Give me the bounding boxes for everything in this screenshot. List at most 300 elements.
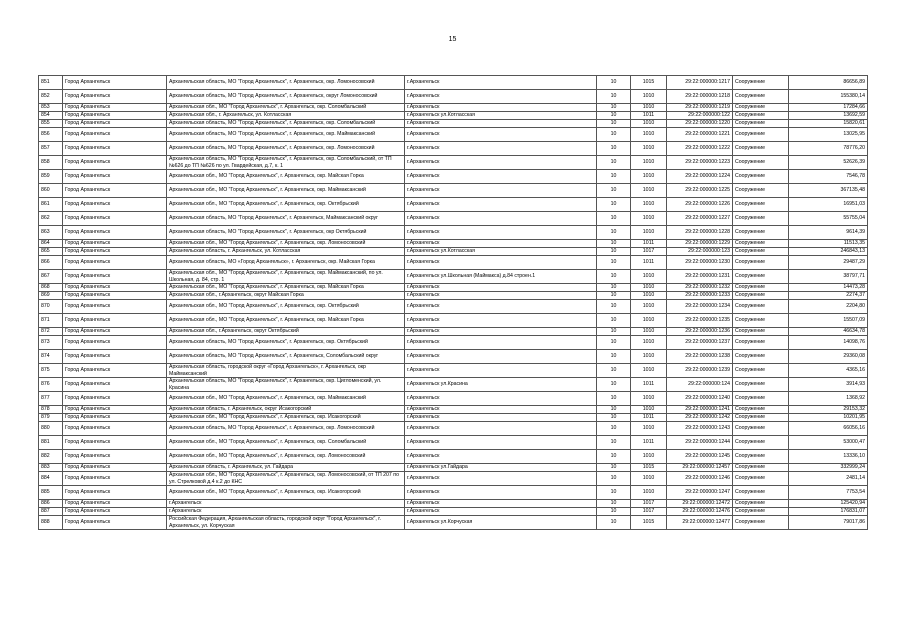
cadastral-number-cell: 29:22:000000:1244 xyxy=(667,436,733,450)
owner-cell: Город Архангельск xyxy=(63,406,167,414)
locality-cell: г.Архангельск xyxy=(405,104,597,112)
locality-cell: г.Архангельск xyxy=(405,422,597,436)
owner-cell: Город Архангельск xyxy=(63,364,167,378)
value-cell: 14098,76 xyxy=(789,336,868,350)
code-2-cell: 1010 xyxy=(631,364,667,378)
address-cell: Архангельская область, МО "Город Архангельск", г. Архангельск, Соломбальский округ xyxy=(167,350,405,364)
code-1-cell: 10 xyxy=(597,508,631,516)
locality-cell: г.Архангельск xyxy=(405,198,597,212)
row-number: 885 xyxy=(39,486,63,500)
value-cell: 2204,80 xyxy=(789,300,868,314)
address-cell: Архангельская область, МО "Город Архангельск", г. Архангельск, окр. Октябрьский xyxy=(167,336,405,350)
table-row xyxy=(39,406,868,414)
row-number: 851 xyxy=(39,76,63,90)
code-2-cell: 1010 xyxy=(631,198,667,212)
owner-cell: Город Архангельск xyxy=(63,508,167,516)
object-type-cell: Сооружение xyxy=(733,378,789,392)
table-row xyxy=(39,170,868,184)
object-type-cell: Сооружение xyxy=(733,184,789,198)
object-type-cell: Сооружение xyxy=(733,104,789,112)
address-cell: Архангельская обл., г. Архангельск, ул. Котласская xyxy=(167,112,405,120)
table-row xyxy=(39,112,868,120)
owner-cell: Город Архангельск xyxy=(63,128,167,142)
object-type-cell: Сооружение xyxy=(733,248,789,256)
value-cell: 52626,39 xyxy=(789,156,868,170)
owner-cell: Город Архангельск xyxy=(63,328,167,336)
code-1-cell: 10 xyxy=(597,156,631,170)
code-1-cell: 10 xyxy=(597,516,631,530)
locality-cell: г.Архангельск ул.Котласская xyxy=(405,112,597,120)
locality-cell: г.Архангельск xyxy=(405,364,597,378)
value-cell: 7546,78 xyxy=(789,170,868,184)
table-row xyxy=(39,392,868,406)
row-number: 878 xyxy=(39,406,63,414)
code-2-cell: 1015 xyxy=(631,516,667,530)
address-cell: Российская Федерация, Архангельская область, городской округ "Город Архангельск", г. Архангельск, ул. Корчуская xyxy=(167,516,405,530)
code-1-cell: 10 xyxy=(597,128,631,142)
code-1-cell: 10 xyxy=(597,240,631,248)
table-row xyxy=(39,270,868,284)
owner-cell: Город Архангельск xyxy=(63,170,167,184)
table-row xyxy=(39,292,868,300)
address-cell: Архангельская обл., МО "Город Архангельск", г. Архангельск, окр. Ломоносовский, от ТП 207 по ул. Стрелковой д.4 к.2 до КНС xyxy=(167,472,405,486)
cadastral-number-cell: 29:22:000000:1247 xyxy=(667,486,733,500)
cadastral-number-cell: 29:22:000000:1229 xyxy=(667,240,733,248)
code-2-cell: 1010 xyxy=(631,104,667,112)
row-number: 883 xyxy=(39,464,63,472)
code-2-cell: 1010 xyxy=(631,270,667,284)
code-2-cell: 1011 xyxy=(631,112,667,120)
cadastral-number-cell: 29:22:000000:1225 xyxy=(667,184,733,198)
owner-cell: Город Архангельск xyxy=(63,436,167,450)
owner-cell: Город Архангельск xyxy=(63,284,167,292)
row-number: 853 xyxy=(39,104,63,112)
locality-cell: г.Архангельск xyxy=(405,156,597,170)
address-cell: Архангельская обл., МО "Город Архангельск", г. Архангельск, окр. Ломоносовский xyxy=(167,240,405,248)
row-number: 887 xyxy=(39,508,63,516)
cadastral-number-cell: 29:22:000000:1217 xyxy=(667,76,733,90)
locality-cell: г.Архангельск xyxy=(405,300,597,314)
code-2-cell: 1011 xyxy=(631,240,667,248)
cadastral-number-cell: 29:22:000000:1241 xyxy=(667,406,733,414)
owner-cell: Город Архангельск xyxy=(63,240,167,248)
table-row xyxy=(39,240,868,248)
row-number: 886 xyxy=(39,500,63,508)
locality-cell: г.Архангельск xyxy=(405,500,597,508)
object-type-cell: Сооружение xyxy=(733,292,789,300)
code-1-cell: 10 xyxy=(597,300,631,314)
object-type-cell: Сооружение xyxy=(733,328,789,336)
owner-cell: Город Архангельск xyxy=(63,516,167,530)
object-type-cell: Сооружение xyxy=(733,350,789,364)
owner-cell: Город Архангельск xyxy=(63,90,167,104)
address-cell: Архангельская обл., МО "Город Архангельск", г. Архангельск, окр. Маймаксанский, по ул. Школьная, д. 84, стр. 1 xyxy=(167,270,405,284)
object-type-cell: Сооружение xyxy=(733,284,789,292)
table-row xyxy=(39,464,868,472)
locality-cell: г.Архангельск xyxy=(405,170,597,184)
code-2-cell: 1010 xyxy=(631,486,667,500)
value-cell: 2274,37 xyxy=(789,292,868,300)
code-1-cell: 10 xyxy=(597,292,631,300)
locality-cell: г.Архангельск xyxy=(405,284,597,292)
table-row xyxy=(39,90,868,104)
table-body xyxy=(39,76,868,530)
owner-cell: Город Архангельск xyxy=(63,156,167,170)
value-cell: 13692,59 xyxy=(789,112,868,120)
code-1-cell: 10 xyxy=(597,184,631,198)
address-cell: г.Архангельск xyxy=(167,500,405,508)
row-number: 859 xyxy=(39,170,63,184)
table-row xyxy=(39,328,868,336)
owner-cell: Город Архангельск xyxy=(63,184,167,198)
code-1-cell: 10 xyxy=(597,378,631,392)
cadastral-number-cell: 29:22:000000:1219 xyxy=(667,104,733,112)
address-cell: Архангельская обл., МО "Город Архангельск", г. Архангельск, окр. Соломбальский xyxy=(167,436,405,450)
cadastral-number-cell: 29:22:000000:1224 xyxy=(667,170,733,184)
row-number: 873 xyxy=(39,336,63,350)
owner-cell: Город Архангельск xyxy=(63,378,167,392)
code-2-cell: 1015 xyxy=(631,464,667,472)
value-cell: 1368,92 xyxy=(789,392,868,406)
address-cell: Архангельская обл., МО "Город Архангельск", г. Архангельск, окр. Исакогорский xyxy=(167,414,405,422)
object-type-cell: Сооружение xyxy=(733,472,789,486)
page-number: 15 xyxy=(448,36,457,43)
locality-cell: г.Архангельск xyxy=(405,226,597,240)
object-type-cell: Сооружение xyxy=(733,256,789,270)
table-row xyxy=(39,350,868,364)
table-row xyxy=(39,414,868,422)
code-2-cell: 1010 xyxy=(631,336,667,350)
owner-cell: Город Архангельск xyxy=(63,248,167,256)
address-cell: Архангельская область, МО "Город Архангельск", г. Архангельск, окр Октябрьский xyxy=(167,226,405,240)
address-cell: Архангельская область, МО "Город Архангельск", г. Архангельск, окр. Соломбальский xyxy=(167,120,405,128)
table-row xyxy=(39,76,868,90)
address-cell: Архангельская обл., МО "Город Архангельск", г. Архангельск, окр. Октябрьский xyxy=(167,198,405,212)
object-type-cell: Сооружение xyxy=(733,120,789,128)
code-2-cell: 1010 xyxy=(631,328,667,336)
value-cell: 17284,66 xyxy=(789,104,868,112)
owner-cell: Город Архангельск xyxy=(63,336,167,350)
code-1-cell: 10 xyxy=(597,226,631,240)
locality-cell: г.Архангельск xyxy=(405,90,597,104)
value-cell: 15820,61 xyxy=(789,120,868,128)
locality-cell: г.Архангельск xyxy=(405,392,597,406)
object-type-cell: Сооружение xyxy=(733,76,789,90)
code-2-cell: 1015 xyxy=(631,76,667,90)
code-1-cell: 10 xyxy=(597,170,631,184)
object-type-cell: Сооружение xyxy=(733,128,789,142)
code-2-cell: 1017 xyxy=(631,508,667,516)
object-type-cell: Сооружение xyxy=(733,170,789,184)
address-cell: Архангельская область, МО "Город Архангельск", г. Архангельск, окр. Ломоносовский xyxy=(167,142,405,156)
row-number: 875 xyxy=(39,364,63,378)
code-2-cell: 1010 xyxy=(631,142,667,156)
code-1-cell: 10 xyxy=(597,284,631,292)
code-2-cell: 1011 xyxy=(631,256,667,270)
object-type-cell: Сооружение xyxy=(733,392,789,406)
code-2-cell: 1010 xyxy=(631,450,667,464)
row-number: 867 xyxy=(39,270,63,284)
value-cell: 78776,20 xyxy=(789,142,868,156)
locality-cell: г.Архангельск xyxy=(405,486,597,500)
table-row xyxy=(39,104,868,112)
address-cell: Архангельская область, МО "Город Архангельск", г. Архангельск, окр. Ломоносовский xyxy=(167,76,405,90)
object-type-cell: Сооружение xyxy=(733,364,789,378)
code-2-cell: 1010 xyxy=(631,128,667,142)
table-row xyxy=(39,472,868,486)
owner-cell: Город Архангельск xyxy=(63,450,167,464)
locality-cell: г.Архангельск xyxy=(405,76,597,90)
locality-cell: г.Архангельск ул.Красина xyxy=(405,378,597,392)
row-number: 874 xyxy=(39,350,63,364)
object-type-cell: Сооружение xyxy=(733,314,789,328)
row-number: 871 xyxy=(39,314,63,328)
cadastral-number-cell: 29:22:000000:1245 xyxy=(667,450,733,464)
code-1-cell: 10 xyxy=(597,414,631,422)
locality-cell: г.Архангельск xyxy=(405,328,597,336)
table-row xyxy=(39,422,868,436)
locality-cell: г.Архангельск xyxy=(405,256,597,270)
row-number: 857 xyxy=(39,142,63,156)
table-row xyxy=(39,156,868,170)
address-cell: Архангельская область, г. Архангельск, ул. Гайдара xyxy=(167,464,405,472)
owner-cell: Город Архангельск xyxy=(63,292,167,300)
address-cell: Архангельская область, МО "Город Архангельск", г. Архангельск, округ Ломоносовский xyxy=(167,90,405,104)
code-1-cell: 10 xyxy=(597,212,631,226)
address-cell: Архангельская область, городской округ «Город Архангельск», г. Архангельск, окр Маймаксанский xyxy=(167,364,405,378)
object-type-cell: Сооружение xyxy=(733,436,789,450)
owner-cell: Город Архангельск xyxy=(63,226,167,240)
value-cell: 246843,13 xyxy=(789,248,868,256)
code-1-cell: 10 xyxy=(597,256,631,270)
address-cell: Архангельская область, МО "Город Архангельск", г. Архангельск, окр. Маймаксанский xyxy=(167,128,405,142)
cadastral-number-cell: 29:22:000000:1238 xyxy=(667,350,733,364)
value-cell: 11513,35 xyxy=(789,240,868,248)
row-number: 865 xyxy=(39,248,63,256)
code-2-cell: 1010 xyxy=(631,284,667,292)
value-cell: 53000,47 xyxy=(789,436,868,450)
code-2-cell: 1010 xyxy=(631,406,667,414)
locality-cell: г.Архангельск xyxy=(405,450,597,464)
cadastral-number-cell: 29:22:000000:12457 xyxy=(667,464,733,472)
locality-cell: г.Архангельск ул.Школьная (Маймакса) д.84 строен.1 xyxy=(405,270,597,284)
row-number: 880 xyxy=(39,422,63,436)
address-cell: Архангельская обл., МО "Город Архангельск", г. Архангельск, окр. Маймаксанский xyxy=(167,392,405,406)
code-2-cell: 1010 xyxy=(631,90,667,104)
cadastral-number-cell: 29:22:000000:1236 xyxy=(667,328,733,336)
code-2-cell: 1017 xyxy=(631,500,667,508)
owner-cell: Город Архангельск xyxy=(63,472,167,486)
cadastral-number-cell: 29:22:000000:1235 xyxy=(667,314,733,328)
code-2-cell: 1017 xyxy=(631,248,667,256)
row-number: 869 xyxy=(39,292,63,300)
object-type-cell: Сооружение xyxy=(733,516,789,530)
row-number: 888 xyxy=(39,516,63,530)
owner-cell: Город Архангельск xyxy=(63,76,167,90)
cadastral-number-cell: 29:22:000000:1218 xyxy=(667,90,733,104)
locality-cell: г.Архангельск xyxy=(405,414,597,422)
code-2-cell: 1010 xyxy=(631,156,667,170)
row-number: 882 xyxy=(39,450,63,464)
table-row xyxy=(39,284,868,292)
table-row xyxy=(39,226,868,240)
owner-cell: Город Архангельск xyxy=(63,314,167,328)
code-1-cell: 10 xyxy=(597,472,631,486)
table-row xyxy=(39,300,868,314)
row-number: 862 xyxy=(39,212,63,226)
cadastral-number-cell: 29:22:000000:1239 xyxy=(667,364,733,378)
locality-cell: г.Архангельск xyxy=(405,184,597,198)
object-type-cell: Сооружение xyxy=(733,406,789,414)
cadastral-number-cell: 29:22:000000:1233 xyxy=(667,292,733,300)
value-cell: 332999,24 xyxy=(789,464,868,472)
code-2-cell: 1010 xyxy=(631,300,667,314)
cadastral-number-cell: 29:22:000000:1237 xyxy=(667,336,733,350)
locality-cell: г.Архангельск xyxy=(405,406,597,414)
cadastral-number-cell: 29:22:000000:12472 xyxy=(667,500,733,508)
value-cell: 13025,95 xyxy=(789,128,868,142)
locality-cell: г.Архангельск xyxy=(405,350,597,364)
code-1-cell: 10 xyxy=(597,90,631,104)
value-cell: 9614,39 xyxy=(789,226,868,240)
locality-cell: г.Архангельск xyxy=(405,292,597,300)
code-1-cell: 10 xyxy=(597,142,631,156)
object-type-cell: Сооружение xyxy=(733,198,789,212)
code-1-cell: 10 xyxy=(597,248,631,256)
value-cell: 29153,32 xyxy=(789,406,868,414)
code-1-cell: 10 xyxy=(597,486,631,500)
object-type-cell: Сооружение xyxy=(733,112,789,120)
object-type-cell: Сооружение xyxy=(733,90,789,104)
locality-cell: г.Архангельск xyxy=(405,336,597,350)
locality-cell: г.Архангельск ул.Гайдара xyxy=(405,464,597,472)
cadastral-number-cell: 29:22:000000:122 xyxy=(667,112,733,120)
locality-cell: г.Архангельск xyxy=(405,212,597,226)
value-cell: 10201,95 xyxy=(789,414,868,422)
object-type-cell: Сооружение xyxy=(733,240,789,248)
table-row xyxy=(39,450,868,464)
object-type-cell: Сооружение xyxy=(733,212,789,226)
owner-cell: Город Архангельск xyxy=(63,120,167,128)
code-1-cell: 10 xyxy=(597,450,631,464)
cadastral-number-cell: 29:22:000000:1240 xyxy=(667,392,733,406)
code-2-cell: 1010 xyxy=(631,292,667,300)
row-number: 855 xyxy=(39,120,63,128)
row-number: 870 xyxy=(39,300,63,314)
address-cell: Архангельская обл., МО "Город Архангельск", г. Архангельск, окр. Майская Горка xyxy=(167,314,405,328)
value-cell: 7753,54 xyxy=(789,486,868,500)
cadastral-number-cell: 29:22:000000:1227 xyxy=(667,212,733,226)
locality-cell: г.Архангельск xyxy=(405,472,597,486)
cadastral-number-cell: 29:22:000000:1226 xyxy=(667,198,733,212)
owner-cell: Город Архангельск xyxy=(63,500,167,508)
table-row xyxy=(39,142,868,156)
value-cell: 155380,14 xyxy=(789,90,868,104)
locality-cell: г.Архангельск xyxy=(405,128,597,142)
locality-cell: г.Архангельск xyxy=(405,240,597,248)
cadastral-number-cell: 29:22:000000:1234 xyxy=(667,300,733,314)
value-cell: 13336,10 xyxy=(789,450,868,464)
value-cell: 66056,16 xyxy=(789,422,868,436)
code-1-cell: 10 xyxy=(597,464,631,472)
value-cell: 14473,28 xyxy=(789,284,868,292)
address-cell: Архангельская обл., МО "Город Архангельск", г. Архангельск, окр. Соломбальский xyxy=(167,104,405,112)
address-cell: г.Архангельск xyxy=(167,508,405,516)
table-row xyxy=(39,212,868,226)
address-cell: Архангельская область, МО "Город Архангельск", г. Архангельск, Маймаксанский округ xyxy=(167,212,405,226)
cadastral-number-cell: 29:22:000000:1221 xyxy=(667,128,733,142)
address-cell: Архангельская обл., МО "Город Архангельск", г. Архангельск, окр. Майская Горка xyxy=(167,284,405,292)
code-1-cell: 10 xyxy=(597,392,631,406)
address-cell: Архангельская область, г. Архангельск, округ Исакогорский xyxy=(167,406,405,414)
owner-cell: Город Архангельск xyxy=(63,112,167,120)
object-type-cell: Сооружение xyxy=(733,422,789,436)
row-number: 866 xyxy=(39,256,63,270)
property-registry-table xyxy=(38,75,868,530)
row-number: 860 xyxy=(39,184,63,198)
row-number: 872 xyxy=(39,328,63,336)
address-cell: Архангельская обл., МО "Город Архангельск", г. Архангельск, окр. Майская Горка xyxy=(167,170,405,184)
row-number: 876 xyxy=(39,378,63,392)
code-2-cell: 1011 xyxy=(631,436,667,450)
locality-cell: г.Архангельск ул.Котласская xyxy=(405,248,597,256)
object-type-cell: Сооружение xyxy=(733,336,789,350)
value-cell: 86656,89 xyxy=(789,76,868,90)
locality-cell: г.Архангельск xyxy=(405,314,597,328)
value-cell: 29487,29 xyxy=(789,256,868,270)
code-1-cell: 10 xyxy=(597,336,631,350)
owner-cell: Город Архангельск xyxy=(63,392,167,406)
address-cell: Архангельская обл., г.Архангельск, округ Майская Горка xyxy=(167,292,405,300)
owner-cell: Город Архангельск xyxy=(63,464,167,472)
owner-cell: Город Архангельск xyxy=(63,422,167,436)
table-row xyxy=(39,364,868,378)
cadastral-number-cell: 29:22:000000:1232 xyxy=(667,284,733,292)
row-number: 884 xyxy=(39,472,63,486)
code-1-cell: 10 xyxy=(597,328,631,336)
code-2-cell: 1010 xyxy=(631,212,667,226)
owner-cell: Город Архангельск xyxy=(63,256,167,270)
row-number: 856 xyxy=(39,128,63,142)
code-1-cell: 10 xyxy=(597,112,631,120)
code-1-cell: 10 xyxy=(597,120,631,128)
code-1-cell: 10 xyxy=(597,104,631,112)
locality-cell: г.Архангельск ул.Корчуская xyxy=(405,516,597,530)
value-cell: 15507,09 xyxy=(789,314,868,328)
code-2-cell: 1010 xyxy=(631,392,667,406)
row-number: 877 xyxy=(39,392,63,406)
locality-cell: г.Архангельск xyxy=(405,120,597,128)
code-2-cell: 1010 xyxy=(631,170,667,184)
owner-cell: Город Архангельск xyxy=(63,142,167,156)
code-2-cell: 1011 xyxy=(631,378,667,392)
object-type-cell: Сооружение xyxy=(733,156,789,170)
cadastral-number-cell: 29:22:000000:123 xyxy=(667,248,733,256)
table-row xyxy=(39,486,868,500)
locality-cell: г.Архангельск xyxy=(405,436,597,450)
owner-cell: Город Архангельск xyxy=(63,300,167,314)
table-row xyxy=(39,256,868,270)
value-cell: 38797,71 xyxy=(789,270,868,284)
object-type-cell: Сооружение xyxy=(733,270,789,284)
object-type-cell: Сооружение xyxy=(733,142,789,156)
code-1-cell: 10 xyxy=(597,350,631,364)
code-1-cell: 10 xyxy=(597,422,631,436)
object-type-cell: Сооружение xyxy=(733,500,789,508)
cadastral-number-cell: 29:22:000000:12476 xyxy=(667,508,733,516)
table-row xyxy=(39,314,868,328)
cadastral-number-cell: 29:22:000000:1230 xyxy=(667,256,733,270)
